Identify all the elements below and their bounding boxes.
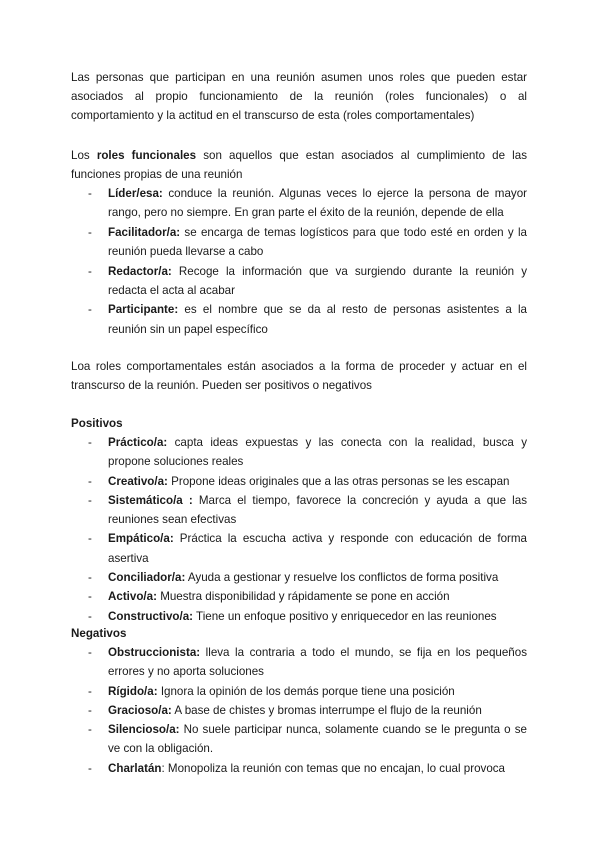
role-desc: A base de chistes y bromas interrumpe el flujo de la reunión: [171, 703, 482, 717]
role-desc: No suele participar nunca, solamente cuando se le pregunta o se ve con la obligación.: [108, 723, 527, 756]
role-term: Sistemático/a :: [108, 493, 193, 507]
list-item: [71, 223, 527, 262]
list-item: [71, 587, 527, 606]
role-term: Silencioso/a:: [108, 723, 180, 737]
list-item: [71, 682, 527, 701]
functional-lead-rest: son aquellos que estan asociados al cumplimiento de las funciones propias de una reunión: [71, 149, 528, 182]
list-item: [71, 759, 527, 778]
role-term: Charlatán: [108, 761, 162, 775]
intro-paragraph: Las personas que participan en una reunión asumen unos roles que pueden estar asociados al propio funcionamiento de la reunión (roles funcionales) o al comportamiento y la actitud en el transcurso de esta (roles comportamentales): [71, 71, 527, 123]
role-desc: es el nombre que se da al resto de personas asistentes a la reunión sin un papel específico: [108, 303, 527, 336]
role-term: Empático/a:: [108, 532, 174, 546]
positive-heading: Positivos: [71, 417, 123, 430]
role-desc: conduce la reunión. Algunas veces lo ejerce la persona de mayor rango, pero no siempre. En gran parte el éxito de la reunión, depende de ella: [108, 187, 527, 220]
functional-roles-intro: [71, 146, 527, 184]
negative-roles-list: [71, 643, 527, 778]
role-desc: Recoge la información que va surgiendo durante la reunión y redacta el acta al acabar: [108, 264, 527, 298]
role-desc: Propone ideas originales que a las otras personas se les escapan: [167, 474, 510, 488]
role-term: Práctico/a:: [108, 436, 168, 449]
role-term: Conciliador/a:: [108, 571, 186, 585]
role-term: Facilitador/a:: [108, 225, 181, 239]
role-desc: : Monopoliza la reunión con temas que no encajan, lo cual provoca: [161, 761, 506, 775]
list-item: [71, 529, 527, 568]
functional-roles-list: [71, 184, 527, 339]
role-desc: Práctica la escucha activa y responde con educación de forma asertiva: [108, 532, 527, 565]
behavioral-roles-intro: Loa roles comportamentales están asociados a la forma de proceder y actuar en el transcurso de la reunión. Pueden ser positivos o negativos: [71, 360, 527, 393]
list-item: [71, 184, 527, 223]
role-desc: Marca el tiempo, favorece la concreción y ayuda a que las reuniones sean efectivas: [108, 493, 527, 527]
role-desc: capta ideas expuestas y las conecta con la realidad, busca y propone soluciones reales: [108, 436, 527, 469]
role-term: Redactor/a:: [108, 264, 172, 278]
role-desc: se encarga de temas logísticos para que todo esté en orden y la reunión pueda llevarse a cabo: [108, 225, 527, 259]
list-item: [71, 720, 527, 759]
role-term: Constructivo/a:: [108, 609, 194, 623]
functional-lead-prefix: Los: [71, 149, 97, 162]
role-term: Participante:: [108, 303, 179, 317]
list-item: [71, 701, 527, 720]
list-item: [71, 262, 527, 301]
list-item: [71, 433, 527, 472]
list-item: [71, 472, 527, 491]
role-term: Obstruccionista:: [108, 646, 201, 659]
role-term: Líder/esa:: [108, 187, 163, 200]
role-desc: Muestra disponibilidad y rápidamente se pone en acción: [156, 590, 450, 604]
role-term: Creativo/a:: [108, 474, 168, 488]
role-desc: Tiene un enfoque positivo y enriquecedor en las reuniones: [193, 609, 497, 623]
role-term: Gracioso/a:: [108, 703, 172, 717]
functional-lead-bold: roles funcionales: [96, 149, 197, 162]
list-item: [71, 643, 527, 682]
negative-heading: Negativos: [71, 627, 127, 640]
list-item: [71, 300, 527, 339]
role-desc: lleva la contraria a todo el mundo, se fija en los pequeños errores y no aporta soluciones: [108, 646, 527, 679]
role-desc: Ayuda a gestionar y resuelve los conflictos de forma positiva: [185, 571, 499, 585]
list-item: [71, 491, 527, 530]
role-term: Activo/a:: [108, 590, 157, 604]
list-item: [71, 568, 527, 587]
positive-roles-list: [71, 433, 527, 626]
role-term: Rígido/a:: [108, 684, 158, 698]
role-desc: Ignora la opinión de los demás porque tiene una posición: [157, 684, 455, 698]
